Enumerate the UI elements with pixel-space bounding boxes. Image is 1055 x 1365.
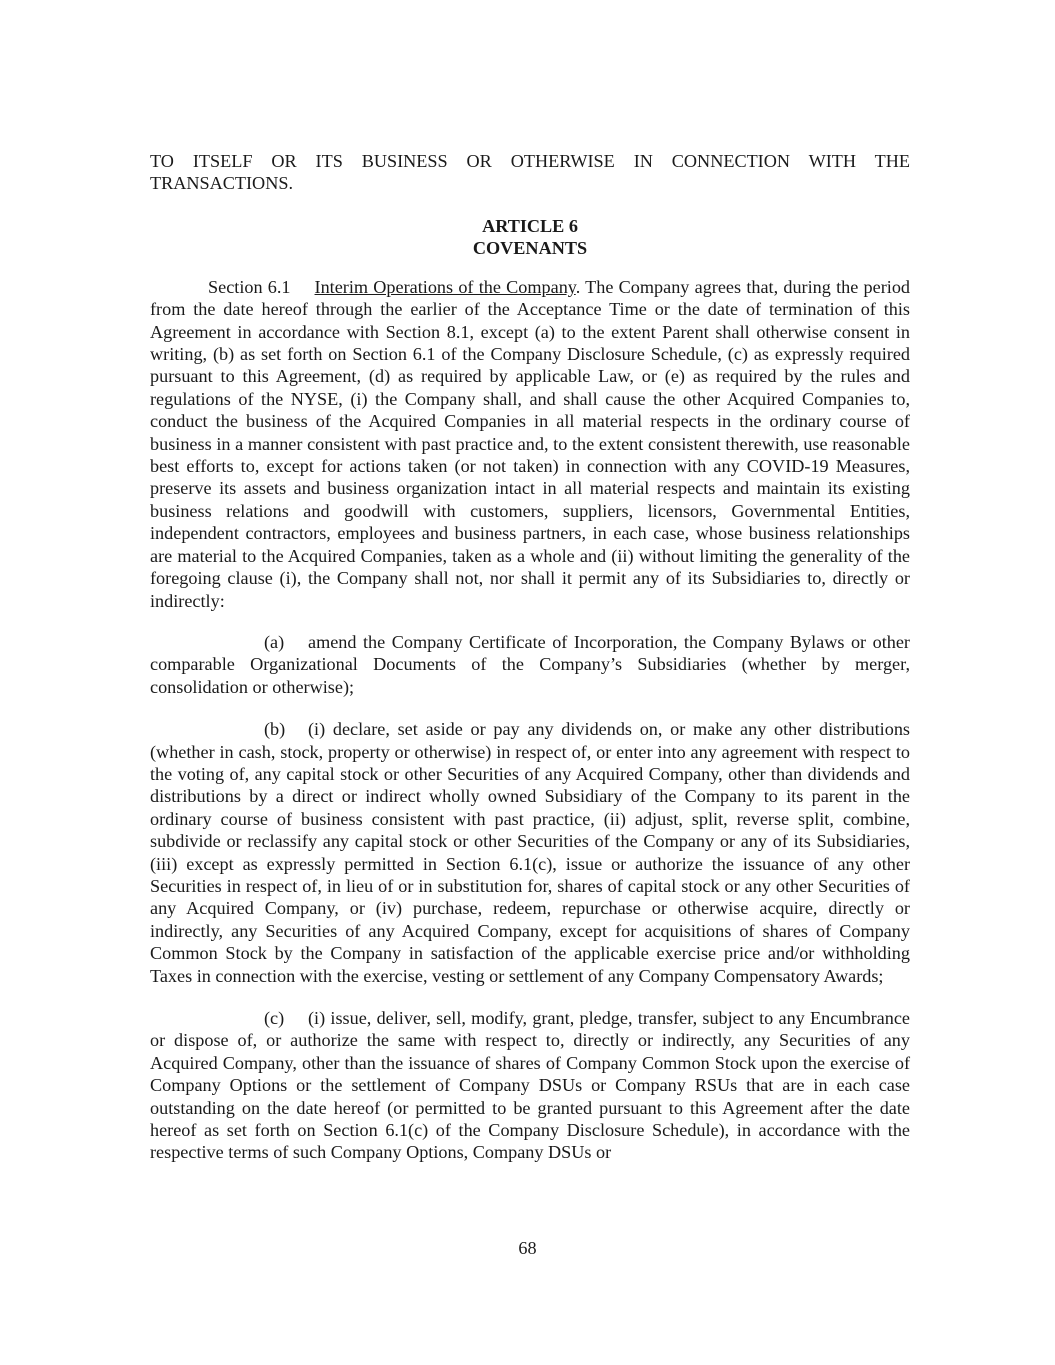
subsection-label: (a) [264, 631, 285, 652]
subsection-a [150, 631, 910, 698]
section-paragraph [150, 276, 910, 612]
article-title: COVENANTS [472, 237, 588, 258]
subsection-label: (b) [264, 719, 286, 740]
document-body [150, 150, 910, 1184]
page-number: 68 [518, 1238, 537, 1258]
article-heading [150, 215, 910, 259]
article-number: ARTICLE 6 [482, 215, 578, 236]
section-title: Interim Operations of the Company [314, 276, 576, 297]
carryover-paragraph: TO ITSELF OR ITS BUSINESS OR OTHERWISE IN CONNECTION WITH THE TRANSACTIONS. [150, 151, 910, 194]
subsection-text: (i) declare, set aside or pay any dividends on, or make any other distributions (whether in cash, stock, property or otherwise) in respect of, or enter into any agreement with respect to the voting of, any capital stock or other Securities of any Acquired Company, other than dividends and distributions by a direct or indirect wholly owned Subsidiary of the Company to its parent in the ordinary course of business consistent with past practice, (ii) adjust, split, reverse split, combine, subdivide or reclassify any capital stock or other Securities of the Company or any of its Subsidiaries, (iii) except as expressly permitted in Section 6.1(c), issue or authorize the issuance of any other Securities in respect of, in lieu of or in substitution for, shares of capital stock or any other Securities of any Acquired Company, or (iv) purchase, redeem, repurchase or otherwise acquire, directly or indirectly, any Securities of any Acquired Company, except for acquisitions of shares of Company Common Stock by the Company in satisfaction of the applicable exercise price and/or withholding Taxes in connection with the exercise, vesting or settlement of any Company Compensatory Awards; [150, 719, 910, 986]
section-body: . The Company agrees that, during the period from the date hereof through the earlier of the Acceptance Time or the date of termination of this Agreement in accordance with Section 8.1, except (a) to the extent Parent shall otherwise consent in writing, (b) as set forth on Section 6.1 of the Company Disclosure Schedule, (c) as expressly required pursuant to this Agreement, (d) as required by applicable Law, or (e) as required by the rules and regulations of the NYSE, (i) the Company shall, and shall cause the other Acquired Companies to, conduct the business of the Acquired Companies in all material respects in the ordinary course of business in a manner consistent with past practice and, to the extent consistent therewith, use reasonable best efforts to, except for actions taken (or not taken) in connection with any COVID-19 Measures, preserve its assets and business organization intact in all material respects and maintain its existing business relations and goodwill with customers, suppliers, licensors, Governmental Entities, independent contractors, employees and business partners, in each case, whose business relationships are material to the Acquired Companies, taken as a whole and (ii) without limiting the generality of the foregoing clause (i), the Company shall not, nor shall it permit any of its Subsidiaries to, directly or indirectly: [150, 276, 911, 611]
subsection-c [150, 1007, 910, 1164]
section-number: Section 6.1 [208, 276, 291, 297]
subsection-text: amend the Company Certificate of Incorporation, the Company Bylaws or other comparable Organizational Documents of the Company’s Subsidiaries (whether by merger, consolidation or otherwise); [150, 631, 910, 697]
subsection-b [150, 718, 910, 987]
subsection-label: (c) [264, 1008, 285, 1028]
subsection-text: (i) issue, deliver, sell, modify, grant, pledge, transfer, subject to any Encumbrance or dispose of, or authorize the same with respect to, directly or indirectly, any Securities of any Acquired Company, other than the issuance of shares of Company Common Stock upon the exercise of Company Options or the settlement of Company DSUs or Company RSUs that are in each case outstanding on the date hereof (or permitted to be granted pursuant to this Agreement after the date hereof as set forth on Section 6.1(c) of the Company Disclosure Schedule), in accordance with the respective terms of such Company Options, Company DSUs or [150, 1008, 910, 1163]
